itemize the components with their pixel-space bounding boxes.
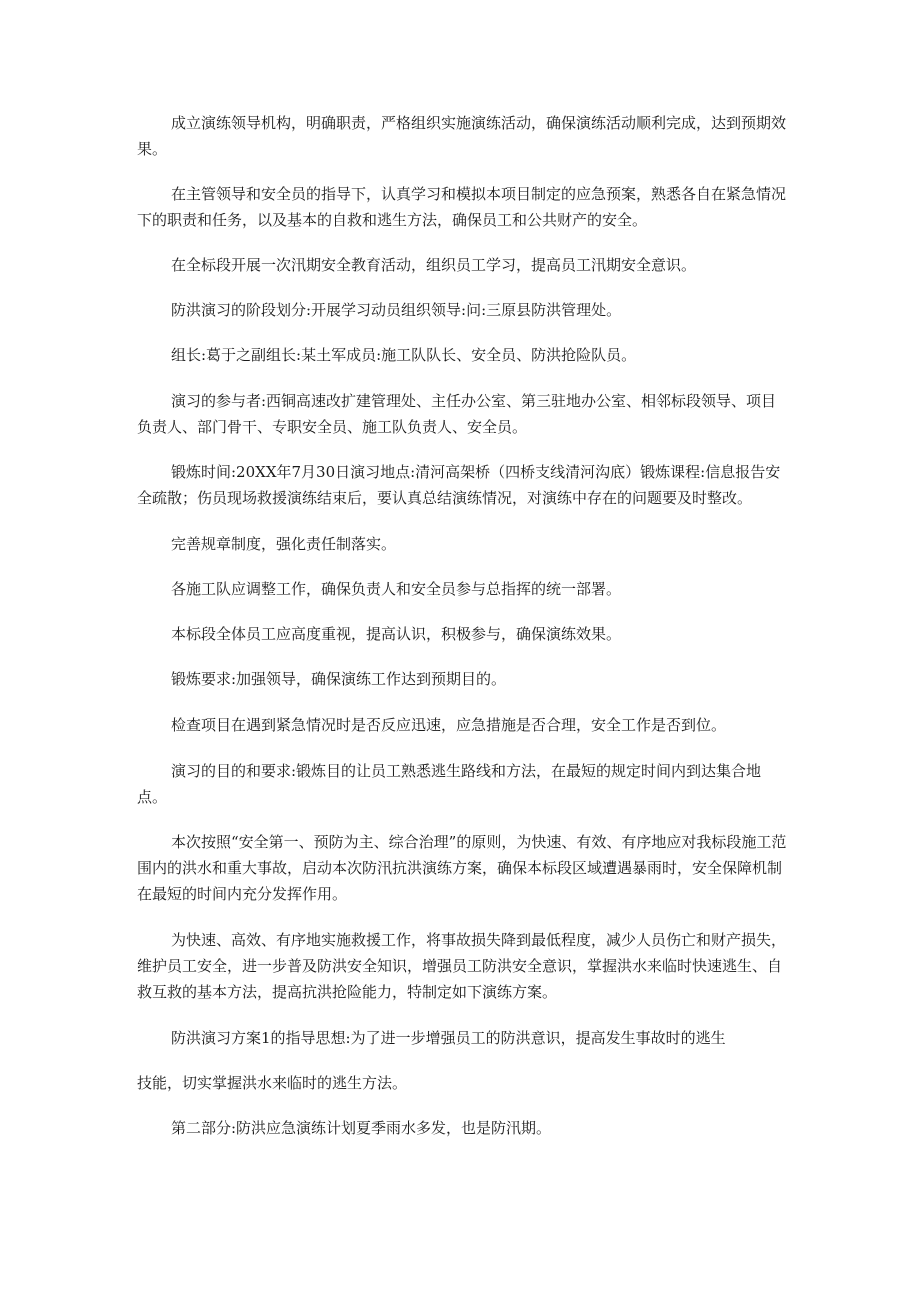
paragraph-4: 防洪演习的阶段划分:开展学习动员组织领导:问:三原县防洪管理处。	[171, 301, 622, 319]
paragraph-7: 锻炼时间:20XX年7月30日演习地点:清河高架桥（四桥支线清河沟底）锻炼课程:信息报告安全疏散；伤员现场救援演练结束后，要认真总结演练情况，对演练中存在的问题要及时整改。	[137, 463, 781, 507]
paragraph-3: 在全标段开展一次汛期安全教育活动，组织员工学习，提高员工汛期安全意识。	[171, 256, 697, 274]
paragraph-5: 组长:葛于之副组长:某土军成员:施工队队长、安全员、防洪抢险队员。	[171, 346, 637, 364]
paragraph-17: 第二部分:防洪应急演练计划夏季雨水多发，也是防汛期。	[171, 1119, 552, 1137]
paragraph-14: 本次按照“安全第一、预防为主、综合治理”的原则，为快速、有效、有序地应对我标段施工范围内的洪水和重大事故，启动本次防汛抗洪演练方案，确保本标段区域遭遇暴雨时，安全保障机制在最短的时间内充分发挥作用。	[137, 833, 787, 903]
paragraph-13: 演习的目的和要求:锻炼目的让员工熟悉逃生路线和方法，在最短的规定时间内到达集合地点。	[137, 762, 762, 806]
paragraph-9: 各施工队应调整工作，确保负责人和安全员参与总指挥的统一部署。	[171, 580, 622, 598]
paragraph-8: 完善规章制度，强化责任制落实。	[171, 535, 397, 553]
paragraph-12: 检查项目在遇到紧急情况时是否反应迅速，应急措施是否合理，安全工作是否到位。	[171, 716, 727, 734]
paragraph-11: 锻炼要求:加强领导，确保演练工作达到预期目的。	[171, 670, 507, 688]
paragraph-2: 在主管领导和安全员的指导下，认真学习和模拟本项目制定的应急预案，熟悉各自在紧急情况下的职责和任务，以及基本的自救和逃生方法，确保员工和公共财产的安全。	[137, 185, 787, 229]
paragraph-16-continued: 技能，切实掌握洪水来临时的逃生方法。	[137, 1074, 408, 1092]
paragraph-10: 本标段全体员工应高度重视，提高认识，积极参与，确保演练效果。	[171, 625, 622, 643]
paragraph-1: 成立演练领导机构，明确职责，严格组织实施演练活动，确保演练活动顺利完成，达到预期效果。	[137, 114, 787, 158]
paragraph-6: 演习的参与者:西铜高速改扩建管理处、主任办公室、第三驻地办公室、相邻标段领导、项目负责人、部门骨干、专职安全员、施工队负责人、安全员。	[137, 392, 777, 436]
paragraph-15: 为快速、高效、有序地实施救援工作，将事故损失降到最低程度，减少人员伤亡和财产损失，维护员工安全，进一步普及防洪安全知识，增强员工防洪安全意识，掌握洪水来临时快速逃生、自救互救的基本方法，提高抗洪抢险能力，特制定如下演练方案。	[137, 931, 787, 1001]
paragraph-16: 防洪演习方案1的指导思想:为了进一步增强员工的防洪意识，提高发生事故时的逃生	[171, 1029, 726, 1047]
